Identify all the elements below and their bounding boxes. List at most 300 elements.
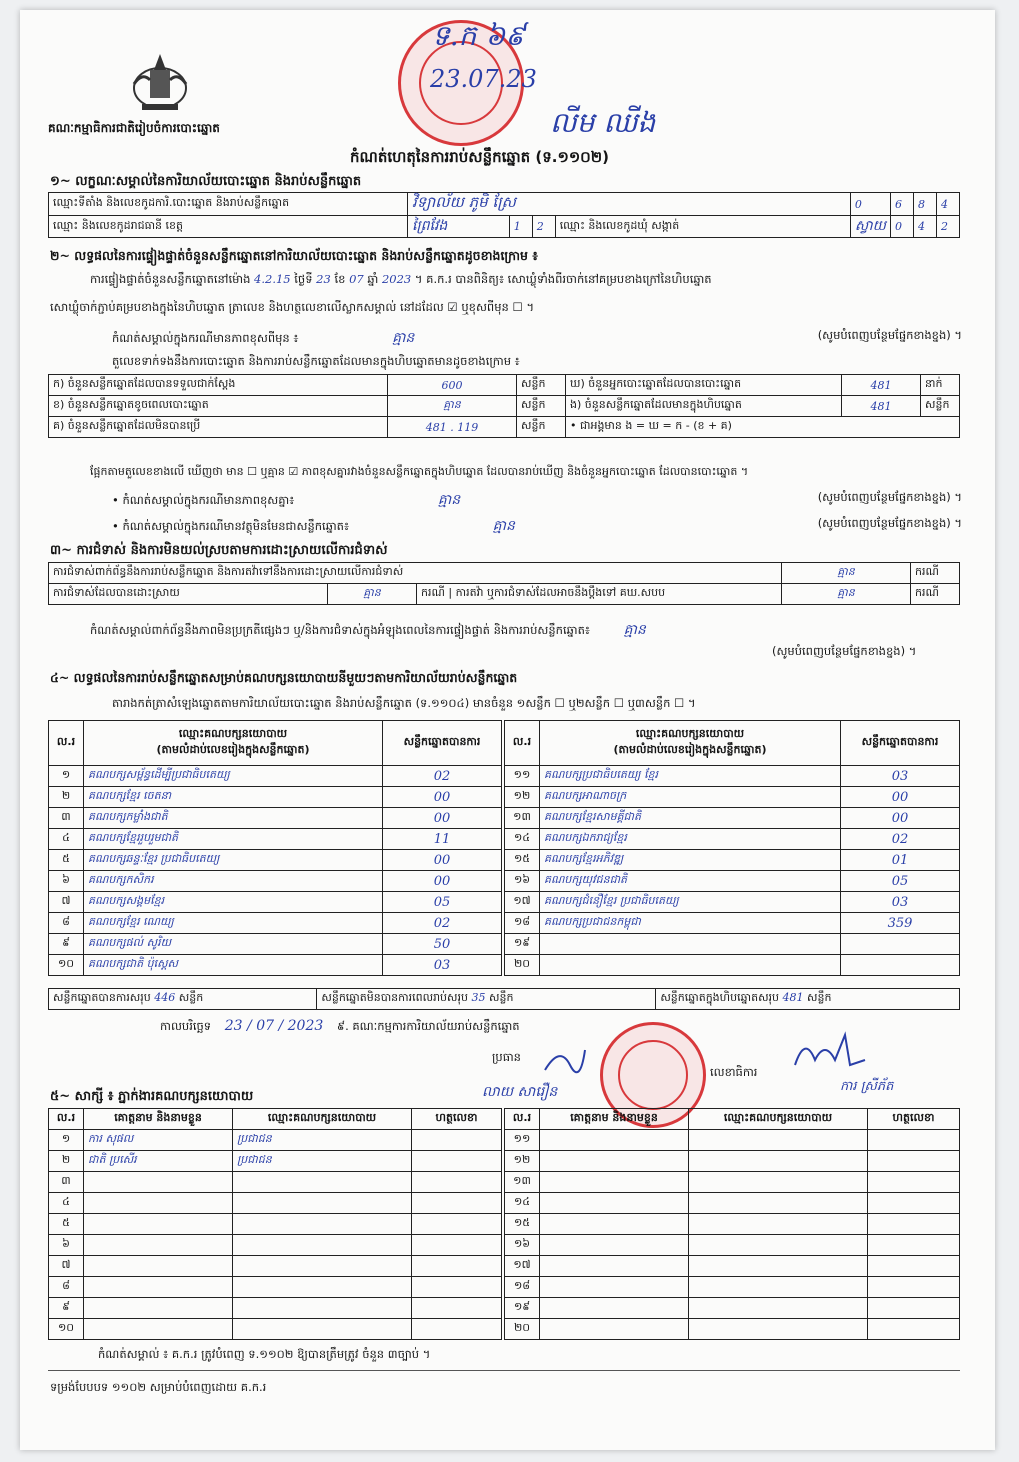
irregularity-note-line	[90, 620, 962, 641]
witness-party: ប្រជាជន	[233, 1151, 412, 1172]
row-number: ៣	[49, 1172, 84, 1193]
witness-note: កំណត់សម្គាល់ ៖ គ.ក.រ ត្រូវបំពេញ ទ.១១០២ ឱ្យបានត្រឹមត្រូវ ចំនួន ៣ច្បាប់ ។	[98, 1347, 431, 1361]
witness-party	[233, 1193, 412, 1214]
verification-text: ការផ្ទៀងផ្ទាត់ចំនួនសន្លឹកឆ្នោតនៅម៉ោង	[90, 272, 251, 286]
party-row	[49, 955, 502, 976]
row-number: ៤	[49, 1193, 84, 1214]
witness-name	[540, 1256, 689, 1277]
party-row	[505, 787, 960, 808]
row-number: ១៧	[505, 892, 540, 913]
row-number: ១៧	[505, 1256, 540, 1277]
witness-row	[49, 1172, 502, 1193]
row-number: ១៥	[505, 1214, 540, 1235]
year-label: ឆ្នាំ	[367, 272, 379, 286]
verification-time: 4.2.15	[254, 272, 291, 286]
ballots-in-box-label: ង) ចំនួនសន្លឹកឆ្នោតដែលមានក្នុងហិបឆ្នោត	[566, 396, 842, 417]
witness-row	[505, 1256, 960, 1277]
witness-signature	[868, 1319, 960, 1340]
handwritten-name-top: លីម ឈីង	[550, 106, 656, 139]
witness-row	[49, 1235, 502, 1256]
witness-name	[540, 1214, 689, 1235]
party-row	[49, 913, 502, 934]
witness-row	[505, 1214, 960, 1235]
verification-line	[90, 272, 712, 289]
form-title: កំណត់ហេតុនៃការរាប់សន្លឹកឆ្នោត (ទ.១១០២)	[350, 148, 610, 166]
section2-heading: ២~ លទ្ធផលនៃការផ្ទៀងផ្ទាត់ចំនួនសន្លឹកឆ្នោតនៅការិយាល័យបោះឆ្នោត និងរាប់សន្លឹកឆ្នោតដូចខាងក្រោម ៖	[50, 248, 538, 263]
witness-signature	[412, 1235, 502, 1256]
witness-party	[689, 1193, 868, 1214]
party-votes: 00	[841, 787, 960, 808]
row-number: ៨	[49, 913, 84, 934]
party-row	[505, 892, 960, 913]
party-name	[540, 934, 841, 955]
party-name: គណបក្សកសិករ	[84, 871, 383, 892]
row-number: ៧	[49, 1256, 84, 1277]
witness-name	[540, 1319, 689, 1340]
witness-party	[233, 1235, 412, 1256]
witness-party	[689, 1214, 868, 1235]
witness-name	[84, 1256, 233, 1277]
party-name: គណបក្សជំនឿខ្មែរ ប្រជាធិបតេយ្យ	[540, 892, 841, 913]
section4-heading: ៤~ លទ្ធផលនៃការរាប់សន្លឹកឆ្នោតសម្រាប់គណបក្សនយោបាយនីមួយៗតាមការិយាល័យរាប់សន្លឹកឆ្នោត	[50, 670, 518, 685]
location-code-digit: 4	[937, 193, 960, 216]
witness-signature	[868, 1277, 960, 1298]
date-line	[160, 1018, 520, 1036]
appeal-label: ករណី | ការតវ៉ា ឬការជំទាស់ដែលអាចនឹងប្តឹងទៅ គឃ.សបប	[417, 584, 782, 605]
col-no: ល.រ	[49, 721, 84, 766]
row-number: ១៦	[505, 871, 540, 892]
witness-row	[505, 1298, 960, 1319]
commune-code-digit: 2	[937, 216, 960, 238]
province-value: ព្រៃវែង	[408, 216, 510, 238]
party-row	[49, 766, 502, 787]
witness-party	[233, 1319, 412, 1340]
party-row	[49, 934, 502, 955]
resolved-label: ការជំទាស់ដែលបានដោះស្រាយ	[49, 584, 328, 605]
witness-row	[505, 1193, 960, 1214]
col-party-sub: (តាមលំដាប់លេខរៀងក្នុងសន្លឹកឆ្នោត)	[613, 743, 767, 756]
row-number: ៧	[49, 892, 84, 913]
received-ballots-value: 600	[388, 375, 517, 396]
party-row	[49, 871, 502, 892]
commune-label: ឈ្មោះ និងលេខកូដឃុំ សង្កាត់	[555, 216, 850, 238]
row-number: ២០	[505, 1319, 540, 1340]
party-name: គណបក្សសង្គមខ្មែរ	[84, 892, 383, 913]
row-number: ២	[49, 787, 84, 808]
party-name: គណបក្សខ្មែរអភិវឌ្ឍ	[540, 850, 841, 871]
col-party	[540, 721, 841, 766]
witness-signature	[412, 1256, 502, 1277]
witness-party	[233, 1256, 412, 1277]
total-in-box-label: សន្លឹកឆ្នោតក្នុងហិបឆ្នោតសរុប	[660, 991, 780, 1004]
objection-label: ការជំទាស់ពាក់ព័ន្ធនឹងការរាប់សន្លឹកឆ្នោត និងការតវ៉ាទៅនឹងការដោះស្រាយលើការជំទាស់	[49, 563, 782, 584]
row-number: ៣	[49, 808, 84, 829]
unit-label: សន្លឹក	[517, 417, 566, 438]
witness-right	[504, 1108, 960, 1340]
witness-party	[689, 1130, 868, 1151]
voters-label: ឃ) ចំនួនអ្នកបោះឆ្នោតដែលបានបោះឆ្នោត	[566, 375, 842, 396]
col-signature: ហត្ថលេខា	[868, 1109, 960, 1130]
row-number: ១៥	[505, 850, 540, 871]
party-votes: 02	[383, 913, 502, 934]
party-row	[505, 850, 960, 871]
row-number: ៦	[49, 871, 84, 892]
appeal-value: គ្មាន	[782, 584, 911, 605]
witness-signature	[412, 1130, 502, 1151]
total-in-box-value: 481	[782, 991, 804, 1004]
party-row	[505, 955, 960, 976]
total-valid	[49, 989, 317, 1010]
row-number: ១៣	[505, 1172, 540, 1193]
party-row	[49, 892, 502, 913]
witness-row	[49, 1298, 502, 1319]
location-code-digit: 0	[850, 193, 890, 216]
col-party	[84, 721, 383, 766]
party-votes: 359	[841, 913, 960, 934]
totals-row	[48, 988, 960, 1010]
party-name: គណបក្សប្រជាធិបតេយ្យ ខ្មែរ	[540, 766, 841, 787]
party-votes: 05	[383, 892, 502, 913]
location-code-digit: 6	[891, 193, 914, 216]
witness-signature	[868, 1151, 960, 1172]
party-row	[49, 787, 502, 808]
party-votes: 03	[383, 955, 502, 976]
total-in-box	[656, 989, 960, 1010]
witness-signature	[868, 1256, 960, 1277]
row-number: ១៨	[505, 913, 540, 934]
col-votes: សន្លឹកឆ្នោតបានការ	[841, 721, 960, 766]
party-votes: 00	[383, 808, 502, 829]
row-number: ៤	[49, 829, 84, 850]
witness-row	[49, 1256, 502, 1277]
section4-sub: តារាងកត់ត្រាសំឡេងឆ្នោតតាមការិយាល័យបោះឆ្នោត និងរាប់សន្លឹកឆ្នោត (ទ.១១០៤) មានចំនួន ១សន្លឹក ☐ ឬ២សន្លឹក ☐ ឬ៣សន្លឹក ☐ ។	[112, 696, 696, 710]
witness-party	[689, 1298, 868, 1319]
witness-row	[49, 1319, 502, 1340]
witness-name	[84, 1172, 233, 1193]
party-name: គណបក្សខ្មែរសាមគ្គីជាតិ	[540, 808, 841, 829]
witness-name	[84, 1277, 233, 1298]
witness-name	[540, 1235, 689, 1256]
witness-name	[540, 1151, 689, 1172]
witness-signature	[412, 1319, 502, 1340]
commune-code-digit: 0	[891, 216, 914, 238]
commune-code-digit: 4	[914, 216, 937, 238]
royal-emblem-icon	[128, 50, 192, 116]
date-label: កាលបរិច្ឆេទ	[160, 1019, 212, 1033]
witness-signature	[868, 1193, 960, 1214]
unit-label: សន្លឹក	[178, 991, 204, 1004]
col-no: ល.រ	[505, 721, 540, 766]
section3-heading: ៣~ ការជំទាស់ និងការមិនយល់ស្របតាមការដោះស្រាយលើការជំទាស់	[50, 543, 388, 558]
row-number: ១០	[49, 955, 84, 976]
foreign-object-note-label: • កំណត់សម្គាល់ក្នុងករណីមានវត្ថុមិនមែនជាសន្លឹកឆ្នោត៖	[112, 519, 350, 533]
party-row	[505, 766, 960, 787]
witness-signature	[412, 1193, 502, 1214]
witness-row	[505, 1151, 960, 1172]
row-number: ៦	[49, 1235, 84, 1256]
witness-name	[540, 1277, 689, 1298]
chair-signature	[540, 1040, 590, 1080]
handwritten-date-top: 23.07.23	[430, 65, 537, 93]
row-number: ១៤	[505, 829, 540, 850]
party-votes: 05	[841, 871, 960, 892]
witness-party	[689, 1256, 868, 1277]
fill-more-note: (សូមបំពេញបន្ថែមផ្នែកខាងខ្នង) ។	[817, 490, 962, 504]
unit-label: សន្លឹក	[517, 396, 566, 417]
spoiled-ballots-value: គ្មាន	[388, 396, 517, 417]
month-label: ខែ	[334, 272, 346, 286]
party-votes: 03	[841, 892, 960, 913]
day-label: ថ្ងៃទី	[294, 272, 313, 286]
verification-month: 07	[349, 272, 364, 286]
verification-day: 23	[316, 272, 331, 286]
col-party-sub: (តាមលំដាប់លេខរៀងក្នុងសន្លឹកឆ្នោត)	[156, 743, 310, 756]
party-results-left	[48, 720, 502, 976]
witness-name	[84, 1214, 233, 1235]
witness-row	[505, 1130, 960, 1151]
witness-row	[505, 1277, 960, 1298]
difference-note-value: គ្មាន	[392, 330, 415, 346]
unused-ballots-label: គ) ចំនួនសន្លឹកឆ្នោតដែលមិនបានប្រើ	[49, 417, 388, 438]
party-row	[49, 829, 502, 850]
row-number: ២០	[505, 955, 540, 976]
total-valid-label: សន្លឹកឆ្នោតបានការសរុប	[53, 991, 151, 1004]
witness-signature	[412, 1172, 502, 1193]
province-code-digit: 2	[532, 216, 555, 238]
witness-name	[84, 1319, 233, 1340]
unit-label: សន្លឹក	[921, 396, 960, 417]
row-number: ១	[49, 766, 84, 787]
fill-more-note: (សូមបំពេញបន្ថែមផ្នែកខាងខ្នង) ។	[817, 328, 962, 342]
section1-table	[48, 192, 960, 238]
location-value: វិទ្យាល័យ ភូមិ ស្រែ	[408, 193, 851, 216]
row-number: ១៤	[505, 1193, 540, 1214]
witness-party	[233, 1172, 412, 1193]
col-no: ល.រ	[505, 1109, 540, 1130]
col-party-title: ឈ្មោះគណបក្សនយោបាយ	[635, 727, 745, 740]
appeal-text: ការតវ៉ា ឬការជំទាស់ដែលអាចនឹងប្តឹងទៅ គឃ.សបប	[455, 586, 666, 599]
received-ballots-label: ក) ចំនួនសន្លឹកឆ្នោតដែលបានទទួលជាក់ស្តែង	[49, 375, 388, 396]
party-row	[505, 808, 960, 829]
col-party: ឈ្មោះគណបក្សនយោបាយ	[233, 1109, 412, 1130]
party-name: គណបក្សខ្មែរ ចេតនា	[84, 787, 383, 808]
party-votes	[841, 934, 960, 955]
spoiled-ballots-label: ខ) ចំនួនសន្លឹកឆ្នោតខូចពេលបោះឆ្នោត	[49, 396, 388, 417]
row-number: ១៨	[505, 1277, 540, 1298]
row-number: ៩	[49, 1298, 84, 1319]
witness-name	[540, 1130, 689, 1151]
party-name: គណបក្សឆន្ទៈខ្មែរ ប្រជាធិបតេយ្យ	[84, 850, 383, 871]
unit-label: សន្លឹក	[489, 991, 514, 1004]
witness-signature	[868, 1130, 960, 1151]
party-votes: 00	[383, 850, 502, 871]
discrepancy-note-line	[112, 490, 962, 511]
col-signature: ហត្ថលេខា	[412, 1109, 502, 1130]
seal-status-line: សោឃ្លុំចាក់ភ្ជាប់គម្របខាងក្នុងនៃហិបឆ្នោត ត្រាលេខ និងហត្ថលេខាលើស្លាកសម្គាល់ នៅដដែល ☑ ឬខុសពីមុន ☐ ។	[50, 300, 535, 314]
party-row	[505, 934, 960, 955]
party-votes: 00	[383, 787, 502, 808]
witness-signature	[868, 1235, 960, 1256]
party-votes: 00	[383, 871, 502, 892]
witness-name	[84, 1235, 233, 1256]
foreign-object-note-value: គ្មាន	[492, 518, 515, 534]
secretary-signature	[790, 1030, 870, 1075]
row-number: ៥	[49, 850, 84, 871]
witness-name	[84, 1298, 233, 1319]
province-label: ឈ្មោះ និងលេខកូដរាជធានី ខេត្ត	[49, 216, 408, 238]
party-votes: 50	[383, 934, 502, 955]
witness-signature	[868, 1172, 960, 1193]
party-votes	[841, 955, 960, 976]
col-name: គោត្តនាម និងនាមខ្លួន	[540, 1109, 689, 1130]
col-party-title: ឈ្មោះគណបក្សនយោបាយ	[178, 727, 288, 740]
witness-row	[505, 1319, 960, 1340]
witness-row	[505, 1235, 960, 1256]
row-number: ១៩	[505, 934, 540, 955]
party-row	[505, 913, 960, 934]
unused-ballots-value: 481 . 119	[388, 417, 517, 438]
witness-party	[689, 1172, 868, 1193]
party-name: គណបក្សផល់ សូរិយ	[84, 934, 383, 955]
party-name: គណបក្សប្រជាជនកម្ពុជា	[540, 913, 841, 934]
party-votes: 00	[841, 808, 960, 829]
witness-signature	[868, 1298, 960, 1319]
secretary-label: លេខាធិការ	[710, 1065, 758, 1079]
discrepancy-note-value: គ្មាន	[437, 492, 461, 508]
discrepancy-note-label: • កំណត់សម្គាល់ក្នុងករណីមានភាពខុសគ្នា៖	[112, 493, 295, 507]
unit-label: សន្លឹក	[517, 375, 566, 396]
row-number: ១៦	[505, 1235, 540, 1256]
case-label: ករណី	[911, 584, 960, 605]
witness-row	[49, 1277, 502, 1298]
party-name: គណបក្សខ្មែរ ណេយ្យ	[84, 913, 383, 934]
row-number: ២	[49, 1151, 84, 1172]
province-code-digit: 1	[509, 216, 532, 238]
location-code-digit: 8	[914, 193, 937, 216]
row-number: ១៩	[505, 1298, 540, 1319]
fill-more-note: (សូមបំពេញបន្ថែមផ្នែកខាងខ្នង) ។	[772, 644, 917, 658]
col-votes: សន្លឹកឆ្នោតបានការ	[383, 721, 502, 766]
figures-table	[48, 374, 960, 438]
ballot-count-form	[20, 10, 995, 1450]
date-value: 23 / 07 / 2023	[224, 1018, 324, 1034]
location-label: ឈ្មោះទីតាំង និងលេខកូដការិ.បោះឆ្នោត និងរាប់សន្លឹកឆ្នោត	[49, 193, 408, 216]
section1-heading: ១~ លក្ខណៈសម្គាល់នៃការិយាល័យបោះឆ្នោត និងរាប់សន្លឹកឆ្នោត	[50, 174, 362, 189]
witness-row	[49, 1151, 502, 1172]
row-number: ១០	[49, 1319, 84, 1340]
objection-value: គ្មាន	[782, 563, 911, 584]
row-number: ១២	[505, 787, 540, 808]
section3-table	[48, 562, 960, 605]
party-name: គណបក្សអាណាចក្រ	[540, 787, 841, 808]
total-valid-value: 446	[154, 991, 176, 1004]
witness-row	[49, 1193, 502, 1214]
org-name: គណៈកម្មាធិការជាតិរៀបចំការបោះឆ្នោត	[48, 121, 220, 135]
witness-row	[49, 1130, 502, 1151]
party-name: គណបក្សខ្មែររួបរួមជាតិ	[84, 829, 383, 850]
verification-year: 2023	[381, 272, 412, 286]
party-name: គណបក្សសម្ព័ន្ធដើម្បីប្រជាធិបតេយ្យ	[84, 766, 383, 787]
party-name	[540, 955, 841, 976]
total-invalid	[317, 989, 656, 1010]
witness-party	[233, 1298, 412, 1319]
figures-intro: តួលេខទាក់ទងនឹងការបោះឆ្នោត និងការរាប់សន្លឹកឆ្នោតដែលមានក្នុងហិបឆ្នោតមានដូចខាងក្រោម ៖	[112, 354, 520, 368]
commune-value: ស្វាយ	[850, 216, 890, 238]
handwritten-code: ទ.ក ៦៩	[432, 19, 525, 52]
witness-party	[689, 1277, 868, 1298]
party-name: គណបក្សជាតិ ប៉ុស្តេស	[84, 955, 383, 976]
witness-name	[540, 1172, 689, 1193]
party-name: គណបក្សកម្លាំងជាតិ	[84, 808, 383, 829]
col-name: គោត្តនាម និងនាមខ្លួន	[84, 1109, 233, 1130]
witness-party: ប្រជាជន	[233, 1130, 412, 1151]
party-row	[505, 871, 960, 892]
witness-name	[540, 1193, 689, 1214]
verification-text-end: ។ គ.ក.រ បានពិនិត្យ៖ សោឃ្លុំទាំងពីរចាក់នៅគម្របខាងក្រៅនៃហិបឆ្នោត	[414, 272, 712, 286]
witness-signature	[412, 1298, 502, 1319]
total-invalid-label: សន្លឹកឆ្នោតមិនបានការពេលរាប់សរុប	[321, 991, 468, 1004]
row-number: ១	[49, 1130, 84, 1151]
unit-label: សន្លឹក	[807, 991, 832, 1004]
resolved-value: គ្មាន	[328, 584, 417, 605]
row-number: ៨	[49, 1277, 84, 1298]
committee-label: ៩. គណៈកម្មការការិយាល័យរាប់សន្លឹកឆ្នោត	[336, 1019, 520, 1033]
party-votes: 03	[841, 766, 960, 787]
witness-party	[689, 1319, 868, 1340]
col-party: ឈ្មោះគណបក្សនយោបាយ	[689, 1109, 868, 1130]
form-footer: ទម្រង់បែបបទ ១១០២ សម្រាប់បំពេញដោយ គ.ក.រ	[50, 1380, 267, 1394]
chair-name: លាយ សារឿន	[482, 1084, 558, 1100]
party-results-right	[504, 720, 960, 976]
irregularity-note-value: គ្មាន	[623, 622, 646, 638]
witness-signature	[412, 1151, 502, 1172]
formula: • ជាអង្គមាន ង = ឃ = ក - (ខ + គ)	[566, 417, 960, 438]
witness-party	[689, 1235, 868, 1256]
case-label: ករណី	[421, 586, 445, 599]
witness-left	[48, 1108, 502, 1340]
row-number: ១២	[505, 1151, 540, 1172]
party-votes: 02	[383, 766, 502, 787]
chair-label: ប្រធាន	[492, 1050, 521, 1064]
total-invalid-value: 35	[471, 991, 486, 1004]
row-number: ១១	[505, 766, 540, 787]
party-votes: 11	[383, 829, 502, 850]
party-name: គណបក្សយុវជនជាតិ	[540, 871, 841, 892]
irregularity-note-label: កំណត់សម្គាល់ពាក់ព័ន្ធនឹងភាពមិនប្រក្រតីផ្សេងៗ ឬ/និងការជំទាស់ក្នុងអំឡុងពេលនៃការផ្ទៀងផ្ទាត់ និងការរាប់សន្លឹកឆ្នោត៖	[90, 623, 590, 637]
foreign-object-note-line	[112, 516, 962, 537]
party-votes: 02	[841, 829, 960, 850]
voters-unit: នាក់	[921, 375, 960, 396]
party-votes: 01	[841, 850, 960, 871]
witness-signature	[412, 1277, 502, 1298]
voters-value: 481	[842, 375, 921, 396]
witness-signature	[868, 1214, 960, 1235]
witness-party	[689, 1151, 868, 1172]
discrepancy-line: ផ្អែកតាមតួលេខខាងលើ ឃើញថា មាន ☐ ឬគ្មាន ☑ ភាពខុសគ្នារវាងចំនួនសន្លឹកឆ្នោតក្នុងហិបឆ្នោត ដែលបានរាប់ឃើញ និងចំនួនអ្នកបោះឆ្នោត ដែលបានបោះឆ្នោត ។	[90, 465, 749, 478]
witness-signature	[412, 1214, 502, 1235]
row-number: ១១	[505, 1130, 540, 1151]
difference-note-label: កំណត់សម្គាល់ក្នុងករណីមានភាពខុសពីមុន ៖	[112, 331, 299, 345]
witness-name: ការ សុផល	[84, 1130, 233, 1151]
witness-name	[540, 1298, 689, 1319]
secretary-name: ការ ស្រីភ័ត	[840, 1079, 894, 1094]
row-number: ១៣	[505, 808, 540, 829]
witness-party	[233, 1277, 412, 1298]
case-label: ករណី	[911, 563, 960, 584]
difference-note-line	[112, 328, 962, 349]
party-row	[49, 808, 502, 829]
witness-name: ជាតិ ប្រសើរ	[84, 1151, 233, 1172]
